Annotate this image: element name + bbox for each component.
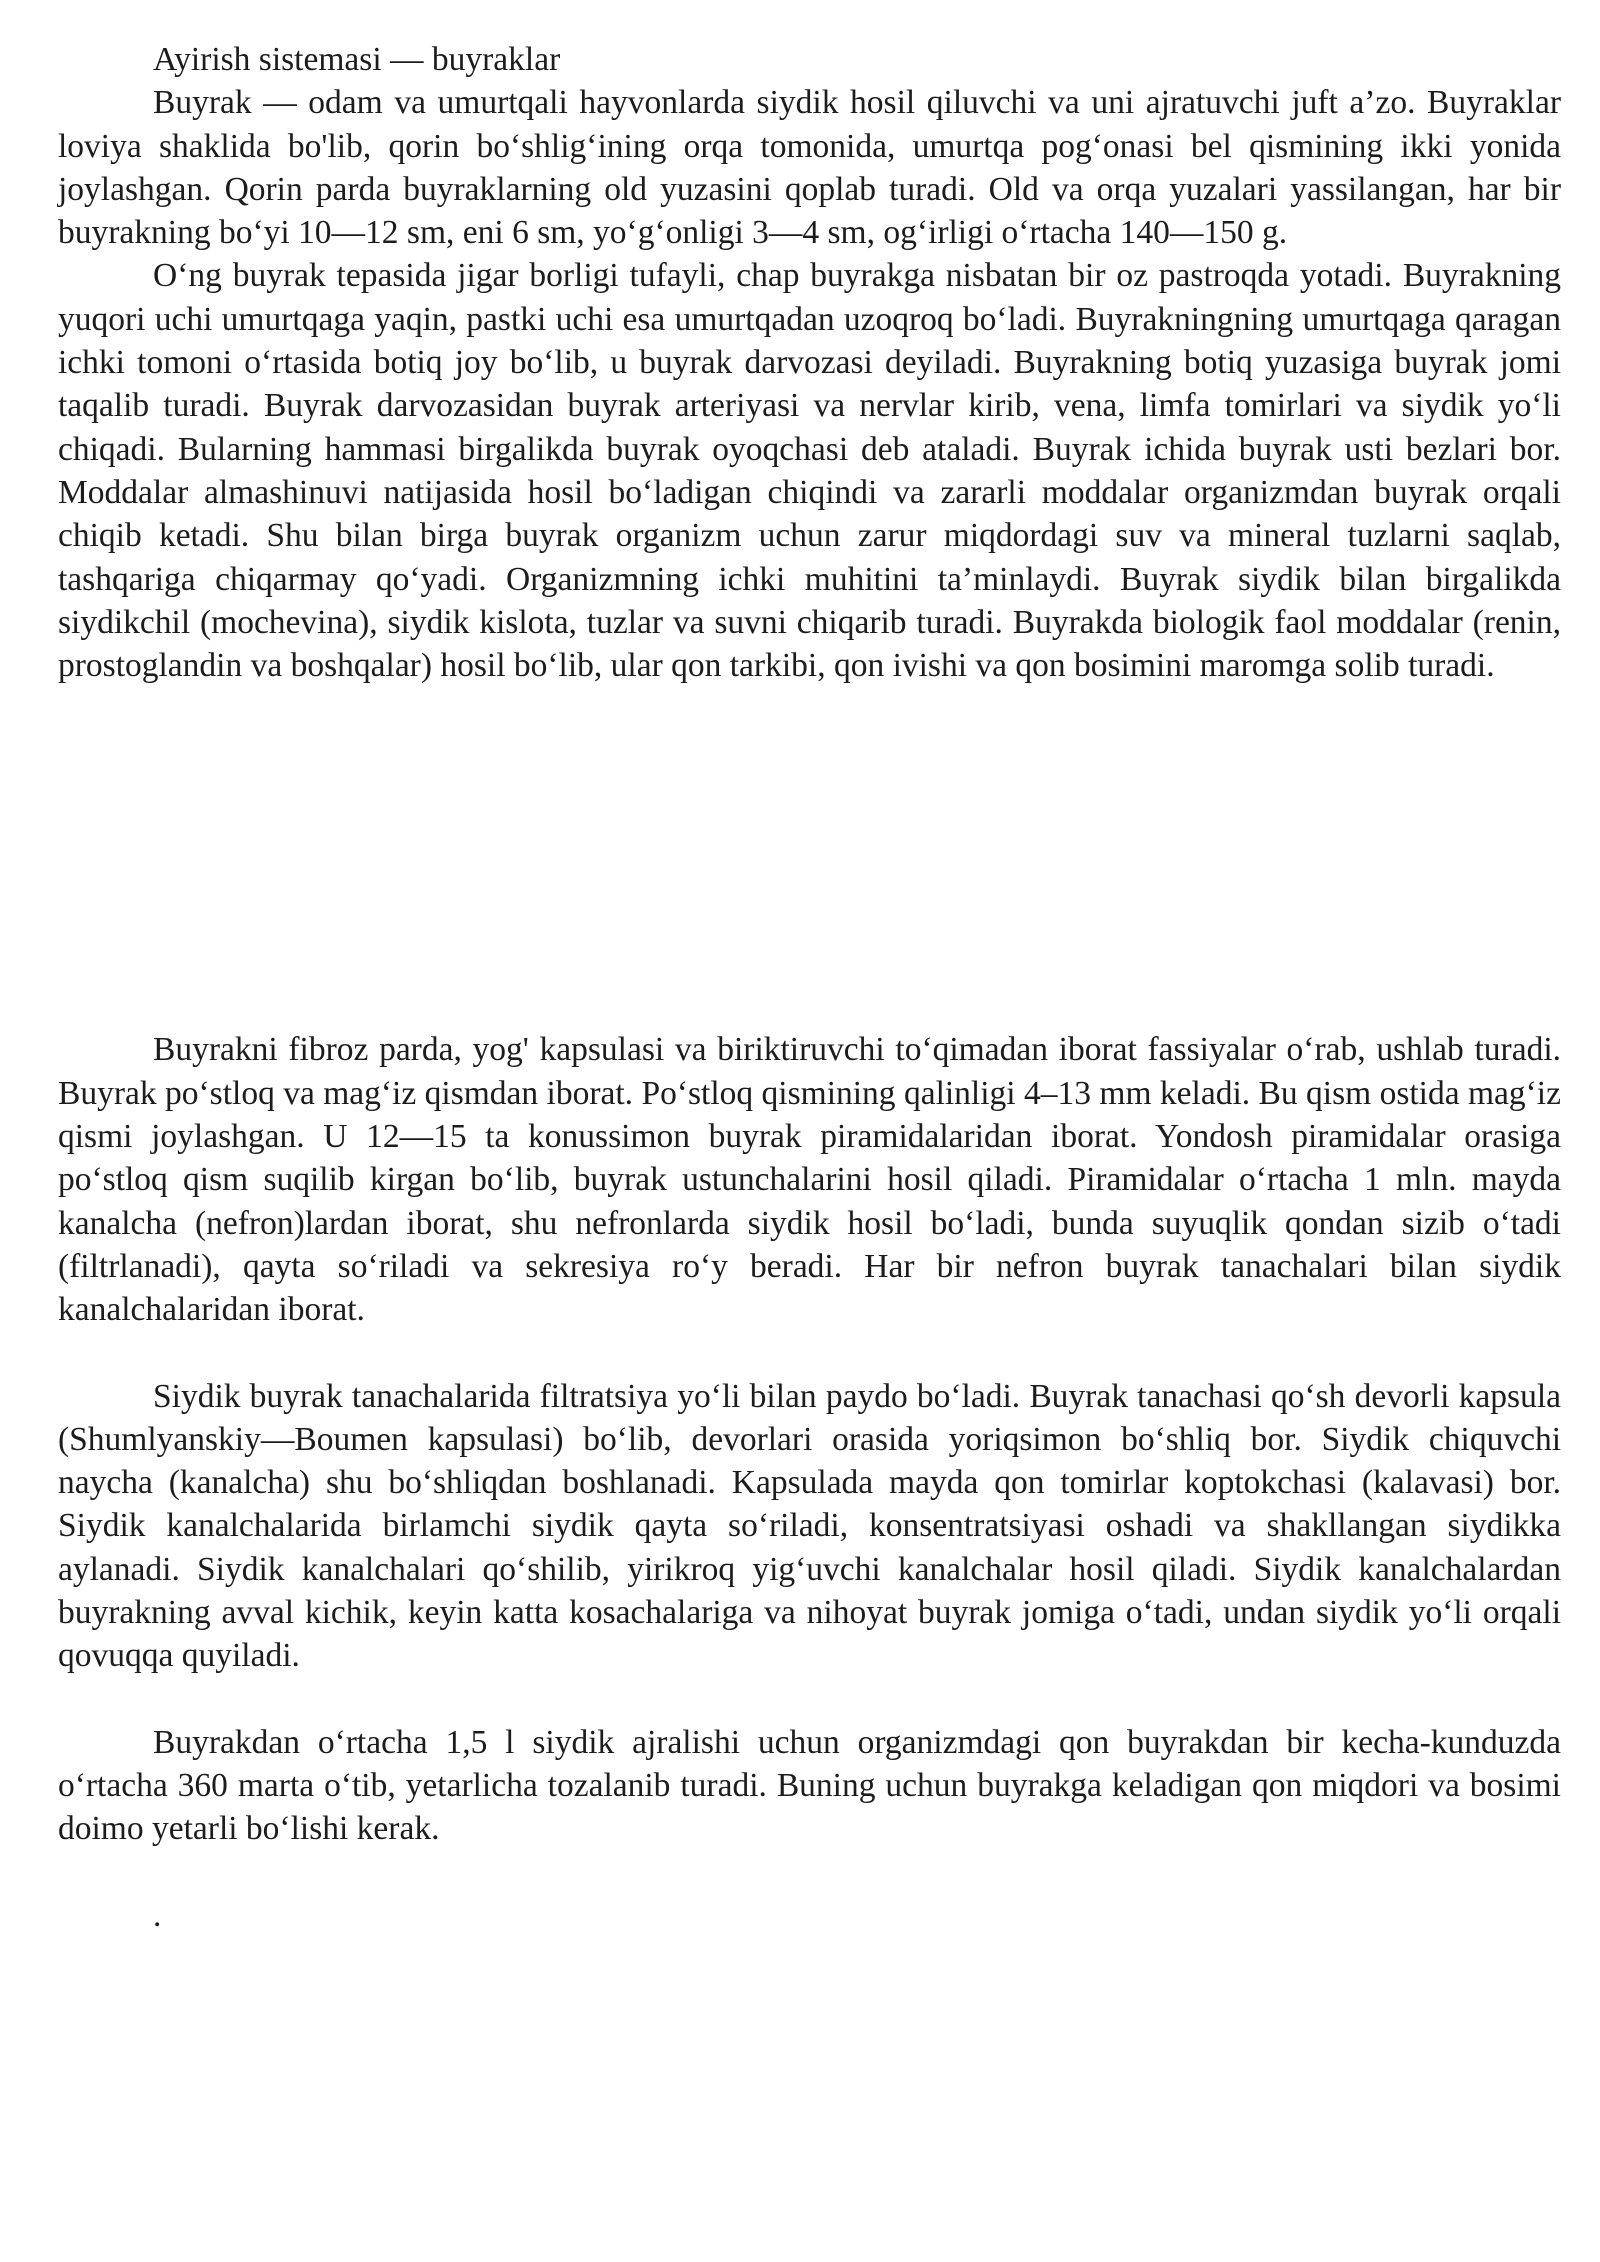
paragraph-spacer [58, 1678, 1561, 1721]
paragraph-kidney-position: O‘ng buyrak tepasida jigar borligi tufayli, chap buyrakga nisbatan bir oz pastroqda yotadi. Buyrakning yuqori uchi umurtqaga yaqin, pastki uchi esa umurtqadan uzoqroq bo‘ladi. Buyrakningning umurtqaga qaragan ichki tomoni o‘rtasida botiq joy bo‘lib, u buyrak darvozasi deyiladi. Buyrakning botiq yuzasiga buyrak jomi taqalib turadi. Buyrak darvozasidan buyrak arteriyasi va nervlar kirib, vena, limfa tomirlari va siydik yo‘li chiqadi. Bularning hammasi birgalikda buyrak oyoqchasi deb ataladi. Buyrak ichida buyrak usti bezlari bor. Moddalar almashinuvi natijasida hosil bo‘ladigan chiqindi va zararli moddalar organizmdan buyrak orqali chiqib ketadi. Shu bilan birga buyrak organizm uchun zarur miqdordagi suv va mineral tuzlarni saqlab, tashqariga chiqarmay qo‘yadi. Organizmning ichki muhitini ta’minlaydi. Buyrak siydik bilan birgalikda siydikchil (mochevina), siydik kislota, tuzlar va suvni chiqarib turadi. Buyrakda biologik faol moddalar (renin, prostoglandin va boshqalar) hosil bo‘lib, ular qon tarkibi, qon ivishi va qon bosimini maromga solib turadi. [58, 257, 1561, 685]
paragraph-kidney-structure: Buyrakni fibroz parda, yog' kapsulasi va biriktiruvchi to‘qimadan iborat fassiyalar o‘rab, ushlab turadi. Buyrak po‘stloq va mag‘iz qismdan iborat. Po‘stloq qismining qalinligi 4–13 mm keladi. Bu qism ostida mag‘iz qismi joylashgan. U 12—15 ta konussimon buyrak piramidalaridan iborat. Yondosh piramidalar orasiga po‘stloq qism suqilib kirgan bo‘lib, buyrak ustunchalarini hosil qiladi. Piramidalar o‘rtacha 1 mln. mayda kanalcha (nefron)lardan iborat, shu nefronlarda siydik hosil bo‘ladi, bunda suyuqlik qondan sizib o‘tadi (filtrlanadi), qayta so‘riladi va sekresiya ro‘y beradi. Har bir nefron buyrak tanachalari bilan siydik kanalchalaridan iborat. [58, 1031, 1561, 1329]
document-page [58, 38, 1561, 1937]
blank-space [58, 687, 1561, 1028]
document-title: Ayirish sistemasi — buyraklar [153, 41, 561, 78]
trailing-dot: . [153, 1896, 162, 1934]
paragraph-urine-formation: Siydik buyrak tanachalarida filtratsiya yo‘li bilan paydo bo‘ladi. Buyrak tanachasi qo‘sh devorli kapsula (Shumlyanskiy—Boumen kapsulasi) bo‘lib, devorlari orasida yoriqsimon bo‘shliq bor. Siydik chiquvchi naycha (kanalcha) shu bo‘shliqdan boshlanadi. Kapsulada mayda qon tomirlar koptokchasi (kalavasi) bor. Siydik kanalchalarida birlamchi siydik qayta so‘riladi, konsentratsiyasi oshadi va shakllangan siydikka aylanadi. Siydik kanalchalari qo‘shilib, yirikroq yig‘uvchi kanalchalar hosil qiladi. Siydik kanalchalardan buyrakning avval kichik, keyin katta kosachalariga va nihoyat buyrak jomiga o‘tadi, undan siydik yo‘li orqali qovuqqa quyiladi. [58, 1377, 1561, 1675]
paragraph-kidney-definition: Buyrak — odam va umurtqali hayvonlarda siydik hosil qiluvchi va uni ajratuvchi juft a’zo. Buyraklar loviya shaklida bo'lib, qorin bo‘shlig‘ining orqa tomonida, umurtqa pog‘onasi bel qismining ikki yonida joylashgan. Qorin parda buyraklarning old yuzasini qoplab turadi. Old va orqa yuzalari yassilangan, har bir buyrakning bo‘yi 10—12 sm, eni 6 sm, yo‘g‘onligi 3—4 sm, og‘irligi o‘rtacha 140—150 g. [58, 84, 1561, 252]
paragraph-spacer [58, 1332, 1561, 1375]
paragraph-blood-filtration: Buyrakdan o‘rtacha 1,5 l siydik ajralishi uchun organizmdagi qon buyrakdan bir kecha-kunduzda o‘rtacha 360 marta o‘tib, yetarlicha tozalanib turadi. Buning uchun buyrakga keladigan qon miqdori va bosimi doimo yetarli bo‘lishi kerak. [58, 1723, 1561, 1848]
